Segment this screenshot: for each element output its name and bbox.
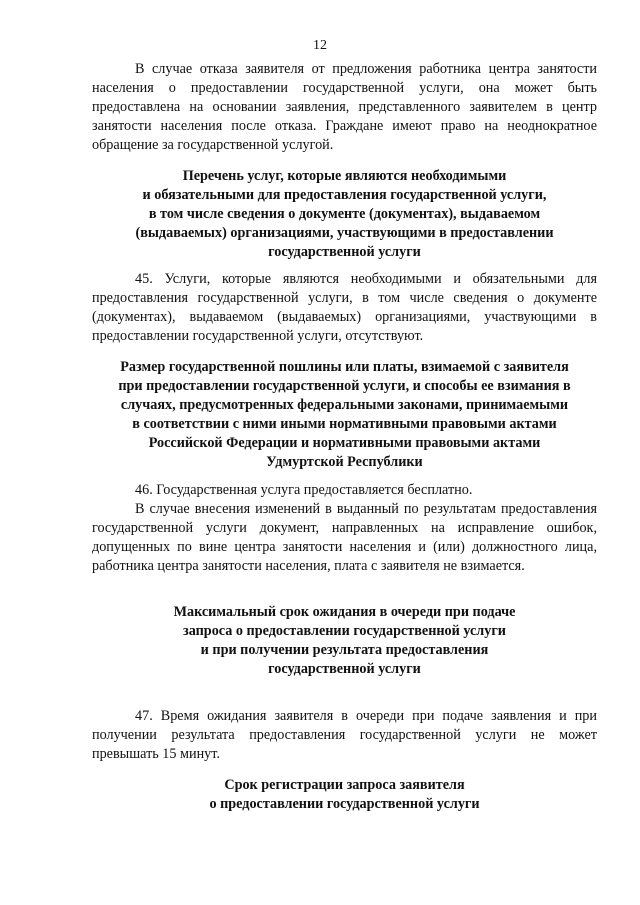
heading-line: Удмуртской Республики — [266, 454, 423, 470]
heading-line: Перечень услуг, которые являются необходимыми — [182, 168, 507, 184]
paragraph-text: В случае внесения изменений в выданный по результатам предоставления государственной услуги документ, направленных на исправление ошибок, допущенных по вине центра занятости населения и (или) должностного лица, работника центра занятости населения, плата с заявителя не взимается. — [92, 501, 597, 574]
heading-line: государственной услуги — [268, 244, 421, 260]
page-number: 12 — [313, 38, 327, 53]
heading-registration-term — [92, 776, 597, 814]
heading-max-wait — [92, 603, 597, 679]
heading-line: Срок регистрации запроса заявителя — [224, 777, 465, 793]
heading-line: и обязательными для предоставления государственной услуги, — [142, 187, 547, 203]
paragraph-46 — [92, 481, 597, 576]
paragraph-text: 46. Государственная услуга предоставляется бесплатно. — [135, 482, 473, 498]
heading-line: и при получении результата предоставления — [200, 642, 489, 658]
heading-line: в том числе сведения о документе (документах), выдаваемом — [148, 206, 541, 222]
heading-line: при предоставлении государственной услуги, и способы ее взимания в — [118, 378, 571, 394]
heading-line: государственной услуги — [268, 661, 421, 677]
heading-state-fee — [92, 358, 597, 472]
paragraph-45 — [92, 270, 597, 346]
paragraph-text: 47. Время ожидания заявителя в очереди при подаче заявления и при получении результата предоставления государственной услуги не может превышать 15 минут. — [92, 708, 597, 762]
heading-line: (выдаваемых) организациями, участвующими в предоставлении — [135, 225, 554, 241]
heading-line: запроса о предоставлении государственной услуги — [183, 623, 506, 639]
heading-line: о предоставлении государственной услуги — [209, 796, 480, 812]
heading-line: Российской Федерации и нормативными правовыми актами — [148, 435, 541, 451]
paragraph-text: 45. Услуги, которые являются необходимыми и обязательными для предоставления государственной услуги, в том числе сведения о документе (документах), выдаваемом (выдаваемых) организациями, участвующими в предоставлении государственной услуги, отсутствуют. — [92, 271, 597, 344]
heading-line: Размер государственной пошлины или платы, взимаемой с заявителя — [120, 359, 569, 375]
paragraph-refusal — [92, 60, 597, 155]
heading-line: случаях, предусмотренных федеральными законами, принимаемыми — [120, 397, 569, 413]
heading-services-list — [92, 167, 597, 262]
heading-line: в соответствии с ними иными нормативными правовыми актами — [132, 416, 557, 432]
heading-line: Максимальный срок ожидания в очереди при подаче — [173, 604, 516, 620]
paragraph-47 — [92, 707, 597, 764]
paragraph-text: В случае отказа заявителя от предложения работника центра занятости населения о предоставлении государственной услуги, она может быть предоставлена на основании заявления, представленного заявителем в центр занятости населения после отказа. Граждане имеют право на неоднократное обращение за государственной услугой. — [92, 61, 597, 153]
